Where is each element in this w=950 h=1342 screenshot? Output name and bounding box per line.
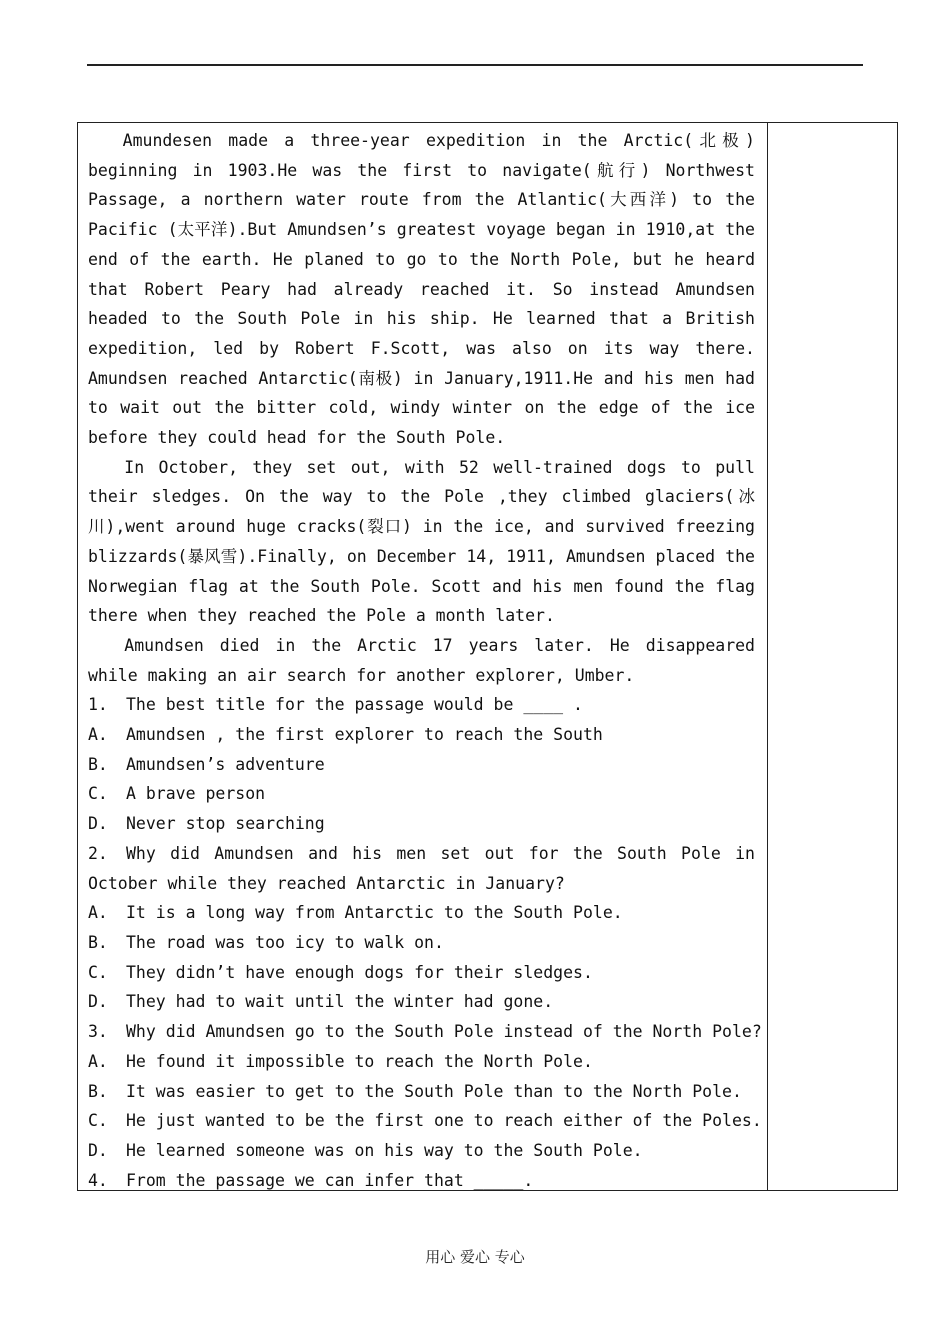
option-d: D. He learned someone was on his way to the South Pole. [88, 1140, 643, 1160]
content-table [77, 122, 898, 1191]
question-text: From the passage we can infer that _____. [126, 1170, 534, 1190]
option-a: A. He found it impossible to reach the North Pole. [88, 1051, 593, 1071]
option-c: C. He just wanted to be the first one to reach either of the Poles. [88, 1111, 762, 1131]
option-c: C. They didn’t have enough dogs for their sledges. [88, 962, 593, 982]
option-b: B. It was easier to get to the South Pole than to the North Pole. [88, 1081, 742, 1101]
question-number: 3. [88, 1022, 108, 1042]
question-2 [88, 839, 755, 1017]
question-4 [88, 1166, 755, 1196]
column-divider [767, 123, 768, 1190]
question-text: Why did Amundsen and his men set out for the South Pole in October while they reached Antarctic in January? [88, 843, 755, 893]
passage-paragraph-3: Amundsen died in the Arctic 17 years later. He disappeared while making an air search for another explorer, Umber. [88, 635, 755, 685]
option-b: B. Amundsen’s adventure [88, 754, 325, 774]
option-d: D. They had to wait until the winter had gone. [88, 992, 554, 1012]
question-text: The best title for the passage would be ____ . [126, 695, 583, 715]
passage-paragraph-2: In October, they set out, with 52 well-trained dogs to pull their sledges. On the way to the Pole ,they climbed glaciers(冰川),went around huge cracks(裂口) in the ice, and survived freezing blizzards(暴风雪).Finally, on December 14, 1911, Amundsen placed the Norwegian flag at the South Pole. Scott and his men found the flag there when they reached the Pole a month later. [88, 457, 755, 626]
header-rule [87, 64, 863, 66]
question-number: 2. [88, 843, 108, 863]
option-a: A. It is a long way from Antarctic to the South Pole. [88, 903, 623, 923]
page-footer: 用心 爱心 专心 [425, 1248, 525, 1266]
option-d: D. Never stop searching [88, 814, 325, 834]
option-c: C. A brave person [88, 784, 266, 804]
option-a: A. Amundsen , the first explorer to reach the South [88, 725, 603, 745]
question-number: 1. [88, 695, 108, 715]
question-text: Why did Amundsen go to the South Pole instead of the North Pole? [126, 1022, 762, 1042]
passage-cell [88, 126, 762, 1195]
question-1 [88, 690, 755, 839]
question-3 [88, 1017, 762, 1166]
question-number: 4. [88, 1170, 108, 1190]
option-b: B. The road was too icy to walk on. [88, 932, 444, 952]
passage-paragraph-1: Amundesen made a three-year expedition in the Arctic(北极) beginning in 1903.He was the first to navigate(航行) Northwest Passage, a northern water route from the Atlantic(大西洋) to the Pacific (太平洋).But Amundsen’s greatest voyage began in 1910,at the end of the earth. He planed to go to the North Pole, but he heard that Robert Peary had already reached it. So instead Amundsen headed to the South Pole in his ship. He learned that a British expedition, led by Robert F.Scott, was also on its way there. Amundsen reached Antarctic(南极) in January,1911.He and his men had to wait out the bitter cold, windy winter on the edge of the ice before they could head for the South Pole. [88, 131, 755, 448]
